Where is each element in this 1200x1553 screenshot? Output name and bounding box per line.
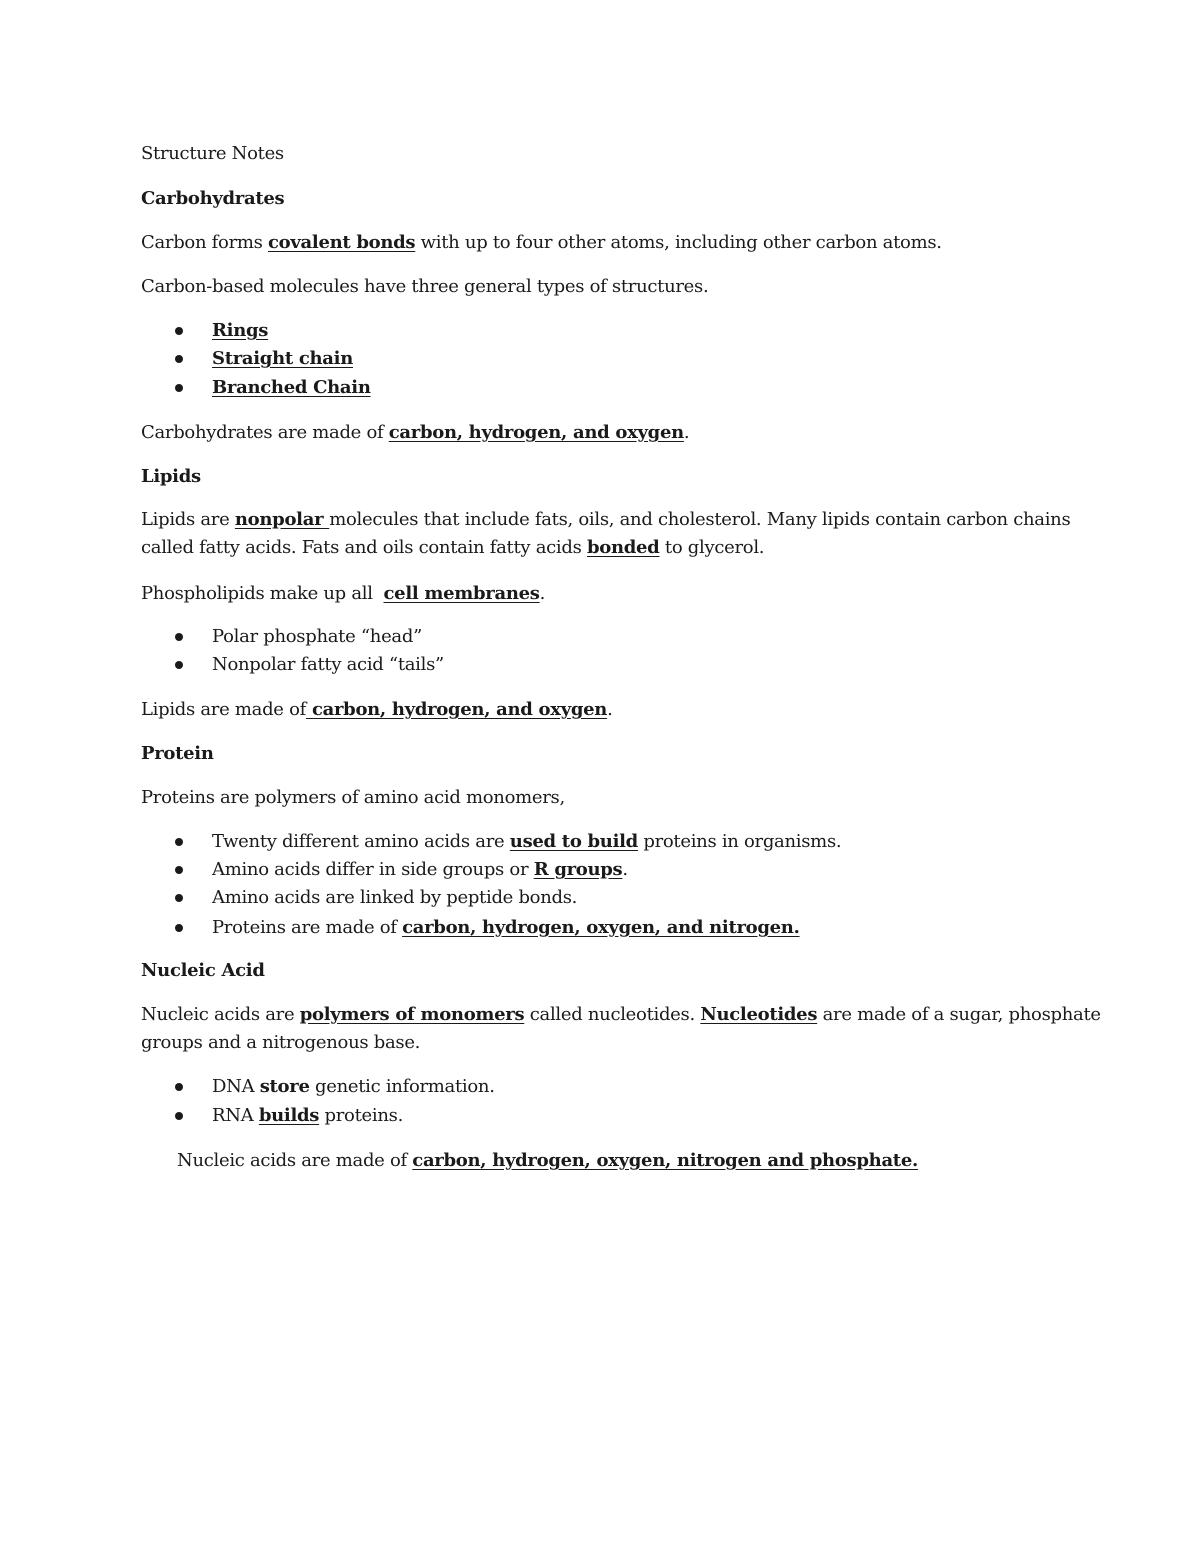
keyword: covalent bonds [268,232,416,253]
protein-heading-text: Protein [141,743,214,764]
nucleic-acid-heading-text: Nucleic Acid [141,960,265,981]
keyword: nonpolar [234,509,330,530]
lipids-heading-text: Lipids [141,466,201,487]
keyword: carbon, hydrogen, oxygen, nitrogen and phosphate. [412,1150,918,1171]
bullet-icon [175,838,183,846]
keyword: carbon, hydrogen, and oxygen [388,422,684,443]
keyword: Nucleotides [700,1004,818,1025]
protein-paragraph-1 [141,784,565,812]
lipids-heading [141,463,201,491]
nucleic-paragraph-1-line-2 [141,1029,420,1057]
text-run: Phospholipids make up all [141,583,384,604]
bullet-icon [175,327,183,335]
lipids-paragraph-3 [141,696,613,724]
text-run: genetic information. [309,1076,495,1097]
keyword: carbon, hydrogen, and oxygen [305,699,608,720]
nucleic-acid-heading [141,957,265,985]
bullet-icon [175,924,183,932]
list-item-text: Straight chain [212,348,353,369]
bullet-icon [175,384,183,392]
bullet-icon [175,866,183,874]
text-run: called nucleotides. [524,1004,701,1025]
document-title [141,140,284,168]
bullet-icon [175,661,183,669]
carbohydrates-paragraph-2 [141,273,708,301]
text-run: Carbon forms [141,232,269,253]
text-run: RNA [212,1105,259,1126]
keyword: R groups [533,859,623,880]
text-run: Lipids are made of [141,699,306,720]
bullet-icon [175,355,183,363]
list-item-text: Rings [212,320,269,341]
carbohydrates-heading [141,185,284,213]
list-item-text: Polar phosphate “head” [212,626,422,647]
text-run: Lipids are [141,509,235,530]
keyword: cell membranes [383,583,540,604]
text-run: . [622,859,628,880]
keyword: bonded [586,537,660,558]
text-run: Carbon-based molecules have three general types of structures. [141,276,709,297]
text-run: Carbohydrates are made of [141,422,389,443]
bullet-icon [175,894,183,902]
text-run: Proteins are polymers of amino acid monomers, [141,787,565,808]
bullet-icon [175,633,183,641]
text-run: Nucleic acids are made of [177,1150,413,1171]
list-item-text: Nonpolar fatty acid “tails” [212,654,444,675]
bullet-icon [175,1112,183,1120]
bold-term: store [259,1076,310,1097]
text-run: are made of a sugar, phosphate [817,1004,1101,1025]
text-run: Amino acids differ in side groups or [212,859,534,880]
text-run: molecules that include fats, oils, and cholesterol. Many lipids contain carbon chains [329,509,1071,530]
text-run: proteins in organisms. [637,831,842,852]
carbohydrates-paragraph-3 [141,419,689,447]
text-run: with up to four other atoms, including other carbon atoms. [415,232,942,253]
bullet-icon [175,1083,183,1091]
text-run: groups and a nitrogenous base. [141,1032,421,1053]
list-item-text: Amino acids are linked by peptide bonds. [212,887,578,908]
document-title-text: Structure Notes [141,143,284,164]
nucleic-paragraph-1-line-1 [141,1001,1101,1029]
text-run: called fatty acids. Fats and oils contain fatty acids [141,537,587,558]
text-run: Proteins are made of [212,917,403,938]
keyword: builds [258,1105,320,1126]
protein-heading [141,740,214,768]
text-run: . [607,699,613,720]
lipids-paragraph-2 [141,580,545,608]
keyword: used to build [509,831,638,852]
text-run: Nucleic acids are [141,1004,300,1025]
text-run: proteins. [319,1105,403,1126]
keyword: carbon, hydrogen, oxygen, and nitrogen. [402,917,800,938]
carbohydrates-paragraph-1 [141,229,942,257]
lipids-paragraph-1-line-1 [141,506,1070,534]
text-run: . [539,583,546,604]
text-run: DNA [212,1076,260,1097]
text-run: to glycerol. [659,537,765,558]
carbohydrates-heading-text: Carbohydrates [141,188,285,209]
text-run: Twenty different amino acids are [212,831,510,852]
list-item-text: Branched Chain [212,377,371,398]
keyword: polymers of monomers [299,1004,525,1025]
lipids-paragraph-1-line-2 [141,534,764,562]
nucleic-paragraph-2 [177,1147,918,1175]
text-run: . [683,422,690,443]
